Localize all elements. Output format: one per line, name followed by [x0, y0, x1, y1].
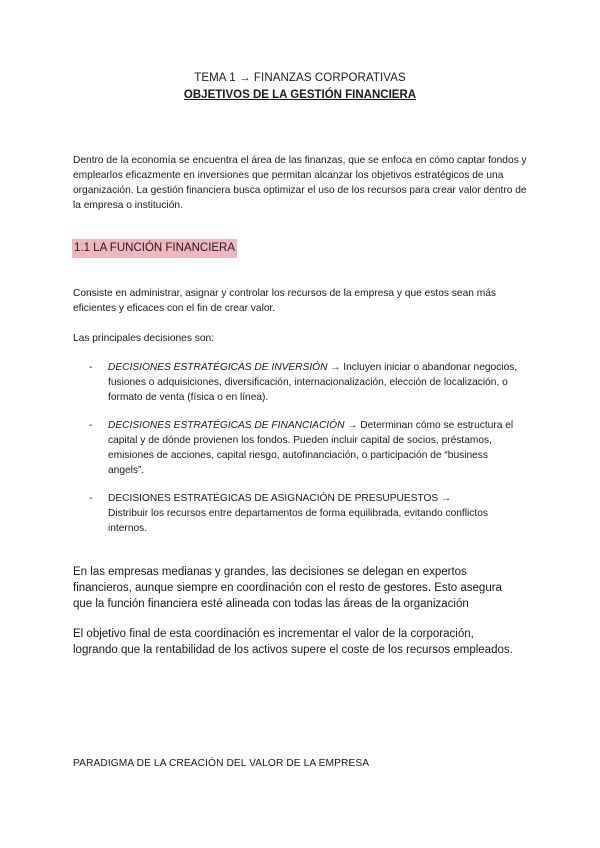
section-heading: 1.1 LA FUNCIÓN FINANCIERA [72, 239, 237, 258]
decision-name: DECISIONES ESTRATÉGICAS DE INVERSIÓN [108, 362, 328, 373]
delegation-paragraph: En las empresas medianas y grandes, las decisiones se delegan en expertos financieros, aunque siempre en coordinación con el resto de gestores. Esto asegura que la función financiera esté alineada con todas las áreas de la organización [73, 566, 502, 610]
definition-paragraph: Consiste en administrar, asignar y controlar los recursos de la empresa y que estos sean más eficientes y eficaces con el fin de crear valor. [73, 288, 496, 314]
objective-paragraph: El objetivo final de esta coordinación es incrementar el valor de la corporación, logrando que la rentabilidad de los activos supere el coste de los recursos empleados. [73, 628, 513, 656]
list-item [108, 360, 520, 405]
decision-text: Distribuir los recursos entre departamentos de forma equilibrada, evitando conflictos internos. [108, 508, 488, 534]
decisions-intro: Las principales decisiones son: [73, 333, 215, 344]
page-title: OBJETIVOS DE LA GESTIÓN FINANCIERA [183, 89, 417, 101]
bullet-marker: - [89, 420, 93, 431]
intro-paragraph: Dentro de la economía se encuentra el área de las finanzas, que se enfoca en cómo captar fondos y emplearlos eficazmente en inversiones que permitan alcanzar los objetivos estratégicos de una organización. La gestión financiera busca optimizar el uso de los recursos para crear valor dentro de la empresa o institución. [73, 155, 527, 211]
decision-text: → Determinan cómo se estructura el capital y de dónde provienen los fondos. Pueden incluir capital de socios, préstamos, emisiones de acciones, capital riesgo, autofinanciación, o participación de “business angels”. [108, 420, 514, 476]
list-item [108, 491, 520, 536]
decision-text: → Incluyen iniciar o abandonar negocios, fusiones o adquisiciones, diversificación, internacionalización, elección de localización, o formato de venta (física o en línea). [108, 362, 518, 403]
decision-name: DECISIONES ESTRATÉGICAS DE ASIGNACIÓN DE PRESUPUESTOS → [108, 493, 452, 504]
bullet-marker: - [89, 493, 93, 504]
bullet-marker: - [89, 362, 93, 373]
list-item [108, 418, 520, 478]
decision-name: DECISIONES ESTRATÉGICAS DE FINANCIACIÓN [108, 420, 345, 431]
topic-heading: TEMA 1 → FINANZAS CORPORATIVAS [194, 72, 406, 84]
next-section-heading: PARADIGMA DE LA CREACIÓN DEL VALOR DE LA EMPRESA [73, 758, 370, 769]
